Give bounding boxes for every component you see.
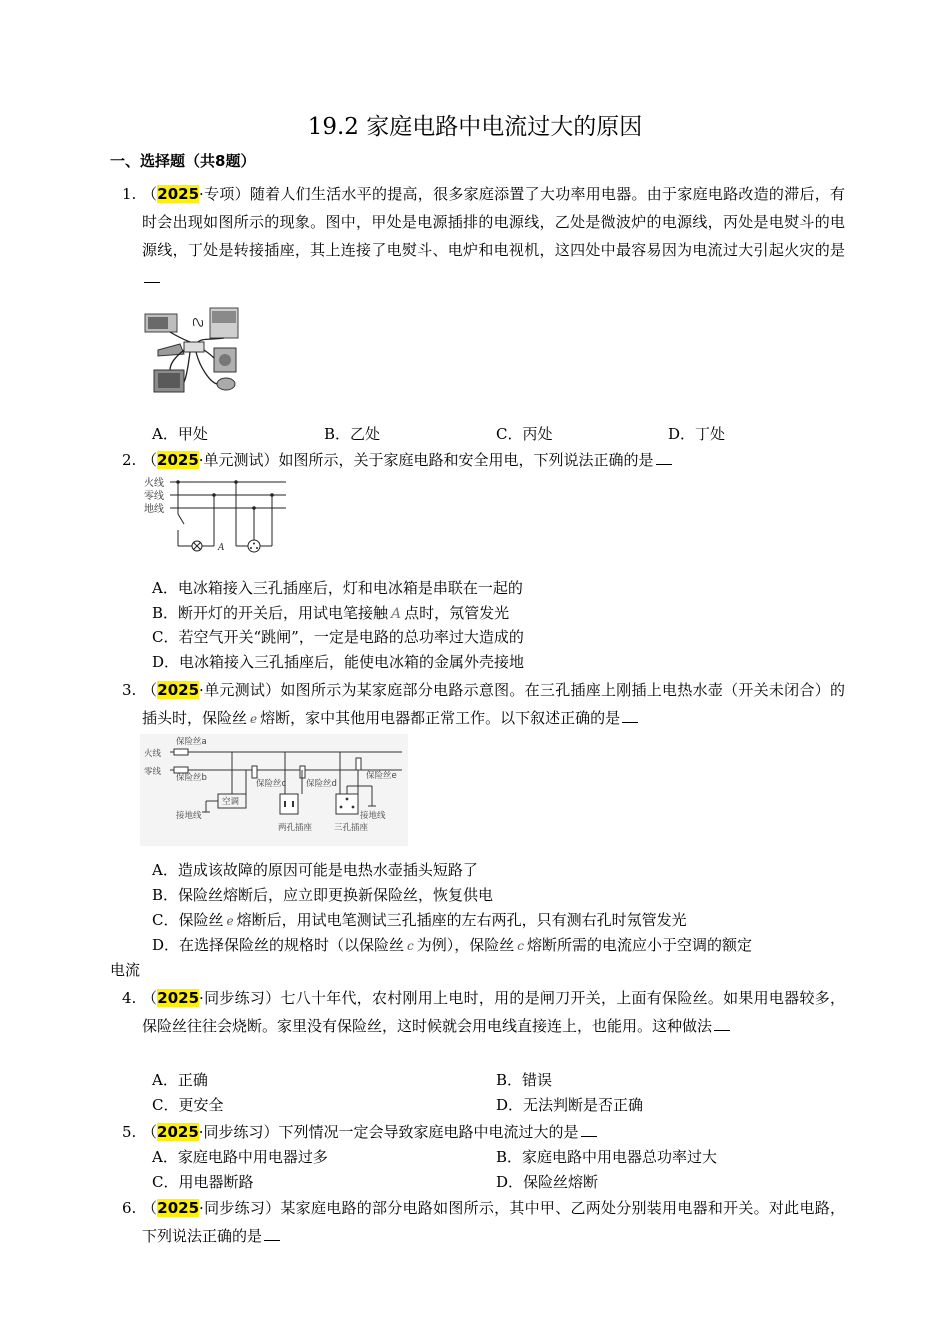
question-5: 5. （2025·同步练习）下列情况一定会导致家庭电路中电流过大的是 xyxy=(110,1118,845,1146)
question-text: 如图所示，关于家庭电路和安全用电，下列说法正确的是 xyxy=(278,451,654,469)
option-c[interactable]: C．若空气开关“跳闸”，一定是电路的总功率过大造成的 xyxy=(152,628,524,646)
question-number: 1. xyxy=(122,185,137,203)
question-source: ·同步练习） xyxy=(199,989,281,1007)
svg-text:保险丝a: 保险丝a xyxy=(176,737,207,747)
svg-text:保险丝d: 保险丝d xyxy=(306,779,337,789)
year-badge: 2025 xyxy=(157,989,200,1007)
question-number: 4. xyxy=(122,989,137,1007)
question-source: ·单元测试） xyxy=(199,681,281,699)
circuit-diagram-3 xyxy=(140,734,408,850)
circuit-diagram-2 xyxy=(140,474,290,564)
question-4: 4. （2025·同步练习）七八十年代，农村刚用上电时，用的是闸刀开关，上面有保险丝。如果用电器较多，保险丝往往会烧断。家里没有保险丝，这时候就会用电线直接连上，也能用。这种做法 xyxy=(110,984,845,1040)
option-d[interactable]: D．丁处 xyxy=(668,425,726,443)
question-6: 6. （2025·同步练习）某家庭电路的部分电路如图所示，其中甲、乙两处分别装用电器和开关。对此电路，下列说法正确的是 xyxy=(110,1194,845,1250)
option-b[interactable]: B．保险丝熔断后，应立即更换新保险丝，恢复供电 xyxy=(152,886,494,904)
option-a[interactable]: A．造成该故障的原因可能是电热水壶插头短路了 xyxy=(152,861,478,879)
svg-text:保险丝b: 保险丝b xyxy=(176,773,207,783)
question-text: 如图所示为某家庭部分电路示意图。在三孔插座上刚插上电热水壶（开关未闭合）的插头时，保险丝 xyxy=(142,681,845,727)
question-1: 1. （2025·专项）随着人们生活水平的提高，很多家庭添置了大功率用电器。由于家庭电路改造的滞后，有时会出现如图所示的现象。图中，甲处是电源插排的电源线，乙处是微波炉的电源线，丙处是电熨斗的电源线，丁处是转接插座，其上连接了电熨斗、电炉和电视机，这四处中最容易因为电流过大引起火灾的是 xyxy=(110,180,845,292)
option-c[interactable]: C．用电器断路 xyxy=(152,1173,254,1191)
svg-text:三孔插座: 三孔插座 xyxy=(334,823,369,833)
question-2: 2. （2025·单元测试）如图所示，关于家庭电路和安全用电，下列说法正确的是 xyxy=(110,446,845,474)
answer-blank xyxy=(714,1016,730,1031)
year-badge: 2025 xyxy=(157,1199,200,1217)
option-a[interactable]: A．甲处 xyxy=(152,425,208,443)
answer-blank xyxy=(656,450,672,465)
option-b[interactable]: B．错误 xyxy=(496,1071,553,1089)
svg-text:地线: 地线 xyxy=(144,504,164,515)
question-number: 2. xyxy=(122,451,137,469)
answer-blank xyxy=(264,1226,280,1241)
option-c[interactable]: C．丙处 xyxy=(496,425,553,443)
question-3: 3. （2025·单元测试）如图所示为某家庭部分电路示意图。在三孔插座上刚插上电热水壶（开关未闭合）的插头时，保险丝 e 熔断，家中其他用电器都正常工作。以下叙述正确的是 xyxy=(110,676,845,733)
question-number: 6. xyxy=(122,1199,137,1217)
option-d-continued: 电流 xyxy=(110,961,141,979)
point-a-label: A xyxy=(391,606,402,622)
year-badge: 2025 xyxy=(157,681,200,699)
svg-text:空调: 空调 xyxy=(222,797,240,807)
option-b[interactable]: B．断开灯的开关后，用试电笔接触 A 点时，氖管发光 xyxy=(152,604,510,622)
year-badge: 2025 xyxy=(157,451,199,469)
option-a[interactable]: A．家庭电路中用电器过多 xyxy=(152,1148,328,1166)
option-c[interactable]: C．更安全 xyxy=(152,1096,224,1114)
svg-text:保险丝e: 保险丝e xyxy=(366,771,397,781)
question-number: 3. xyxy=(122,681,137,699)
year-badge: 2025 xyxy=(157,1123,199,1141)
option-d[interactable]: D．保险丝熔断 xyxy=(496,1173,599,1191)
question-source: ·同步练习） xyxy=(199,1199,281,1217)
svg-text:火线: 火线 xyxy=(144,478,164,489)
svg-text:两孔插座: 两孔插座 xyxy=(278,823,313,833)
option-a[interactable]: A．正确 xyxy=(152,1071,208,1089)
svg-text:接地线: 接地线 xyxy=(176,811,202,821)
svg-text:零线: 零线 xyxy=(144,491,164,502)
question-source: ·专项） xyxy=(199,185,250,203)
answer-blank xyxy=(581,1122,597,1137)
option-b[interactable]: B．家庭电路中用电器总功率过大 xyxy=(496,1148,718,1166)
option-c[interactable]: C．保险丝 e 熔断后，用试电笔测试三孔插座的左右两孔，只有测右孔时氖管发光 xyxy=(152,911,687,929)
svg-text:零线: 零线 xyxy=(144,767,162,777)
answer-blank xyxy=(622,708,638,723)
svg-text:保险丝c: 保险丝c xyxy=(256,779,287,789)
option-d[interactable]: D．在选择保险丝的规格时（以保险丝 c 为例），保险丝 c 熔断所需的电流应小于空调的额定 xyxy=(152,936,753,954)
question-number: 5. xyxy=(122,1123,137,1141)
household-appliances-figure xyxy=(140,298,250,402)
question-text: 七八十年代，农村刚用上电时，用的是闸刀开关，上面有保险丝。如果用电器较多，保险丝往往会烧断。家里没有保险丝，这时候就会用电线直接连上，也能用。这种做法 xyxy=(142,989,845,1035)
option-a[interactable]: A．电冰箱接入三孔插座后，灯和电冰箱是串联在一起的 xyxy=(152,579,523,597)
answer-blank xyxy=(144,268,160,283)
option-d[interactable]: D．电冰箱接入三孔插座后，能使电冰箱的金属外壳接地 xyxy=(152,653,525,671)
svg-text:A: A xyxy=(218,543,225,553)
page-title: 19.2 家庭电路中电流过大的原因 xyxy=(307,114,643,140)
option-b[interactable]: B．乙处 xyxy=(324,425,381,443)
question-text: 下列情况一定会导致家庭电路中电流过大的是 xyxy=(278,1123,579,1141)
question-text: 某家庭电路的部分电路如图所示，其中甲、乙两处分别装用电器和开关。对此电路，下列说法正确的是 xyxy=(142,1199,845,1245)
svg-text:接地线: 接地线 xyxy=(360,811,386,821)
question-source: ·单元测试） xyxy=(198,451,279,469)
svg-text:火线: 火线 xyxy=(144,749,162,759)
question-source: ·同步练习） xyxy=(198,1123,279,1141)
option-d[interactable]: D．无法判断是否正确 xyxy=(496,1096,644,1114)
question-text: 随着人们生活水平的提高，很多家庭添置了大功率用电器。由于家庭电路改造的滞后，有时会出现如图所示的现象。图中，甲处是电源插排的电源线，乙处是微波炉的电源线，丙处是电熨斗的电源线，丁处是转接插座，其上连接了电熨斗、电炉和电视机，这四处中最容易因为电流过大引起火灾的是 xyxy=(142,185,845,259)
section-heading: 一、选择题（共8题） xyxy=(110,152,256,170)
year-badge: 2025 xyxy=(157,185,200,203)
